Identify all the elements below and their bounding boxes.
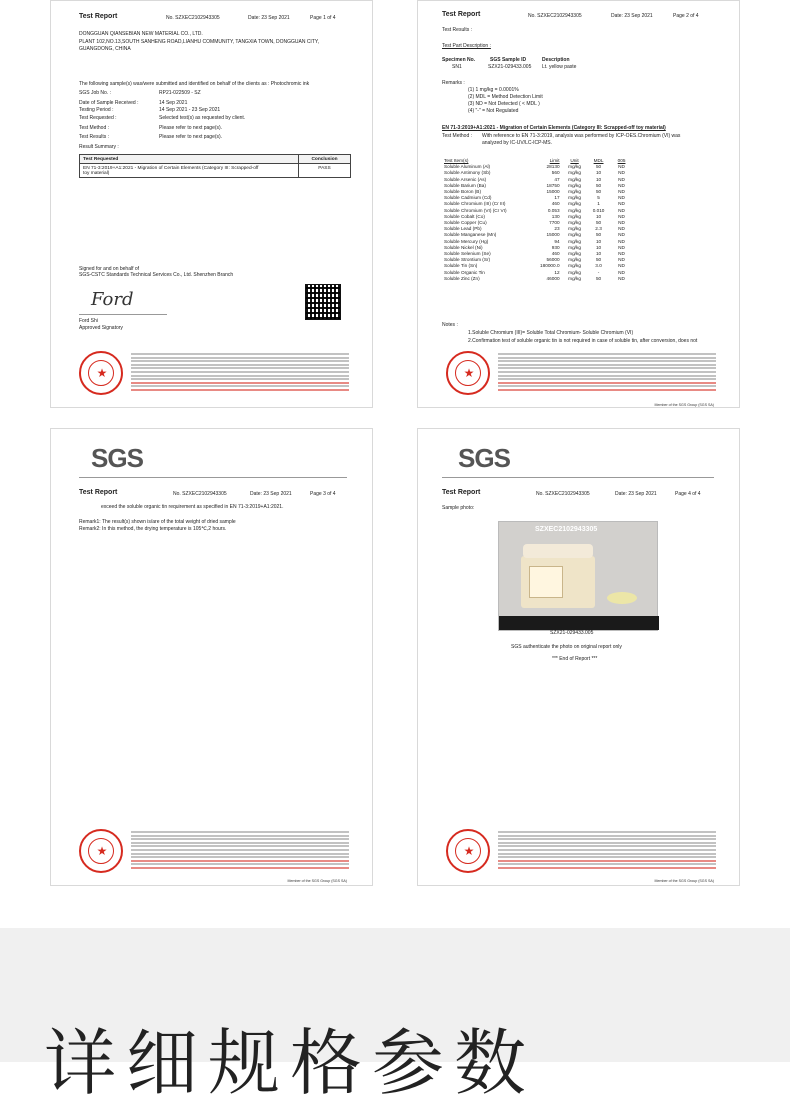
field-label: Test Method :: [79, 125, 110, 131]
method-line: With reference to EN 71-3:2019, analysis was performed by ICP-OES.Chromium (VI) was: [482, 133, 681, 139]
sgs-logo: SGS: [458, 443, 510, 473]
table-cell: Soluble Strontium (Sr): [444, 257, 491, 263]
red-seal-icon: ★: [79, 829, 123, 873]
report-number: No. SZXEC2102943305: [528, 13, 582, 19]
table-cell: 46000: [546, 275, 560, 281]
legal-footer: [442, 829, 718, 883]
method-line: analyzed by IC-UV/LC-ICP-MS.: [482, 140, 553, 146]
field-label: SGS Job No. :: [79, 90, 111, 96]
table-cell: mg/kg: [568, 164, 581, 170]
table-cell: Soluble Antimony (Sb): [444, 170, 491, 176]
field-value: 14 Sep 2021: [159, 100, 188, 106]
table-cell: mg/kg: [568, 207, 581, 213]
table-cell: Soluble Chromium (VI) (Cr VI): [444, 207, 507, 213]
field-label: Test Results :: [79, 134, 110, 140]
client-address-2: GUANGDONG, CHINA: [79, 46, 131, 52]
field-value: 14 Sep 2021 - 23 Sep 2021: [159, 107, 221, 113]
table-cell: 50: [595, 220, 602, 226]
report-date: Date: 23 Sep 2021: [248, 15, 290, 21]
table-cell: ND: [618, 189, 625, 195]
table-cell: 10: [595, 170, 602, 176]
jar-lid-image: [523, 544, 593, 558]
table-cell: 460: [551, 251, 560, 257]
table-cell: Soluble Mercury (Hg): [444, 238, 489, 244]
table-cell: 3.0: [595, 263, 602, 269]
table-cell: Soluble Lead (Pb): [444, 226, 482, 232]
method-title: EN 71-3:2019+A1:2021 - Migration of Certain Elements (Category III: Scrapped-off toy material): [442, 125, 666, 131]
field-label: Test Requested :: [79, 115, 117, 121]
remarks-label: Remarks :: [442, 80, 465, 86]
table-cell: 10: [595, 251, 602, 257]
table-cell: mg/kg: [568, 182, 581, 188]
table-cell: 10: [595, 238, 602, 244]
table-cell: 50: [595, 257, 602, 263]
table-cell: mg/kg: [568, 220, 581, 226]
table-head-test: Test Requested: [80, 155, 299, 164]
table-cell: ND: [618, 251, 625, 257]
table-cell: 94: [554, 238, 560, 244]
report-date: Date: 23 Sep 2021: [615, 491, 657, 497]
photo-overlay-text: SZXEC2102943305: [535, 526, 598, 533]
table-cell: Soluble Nickel (Ni): [444, 244, 483, 250]
table-cell-test: EN 71-3:2019+A1:2021 - Migration of Certain Elements (Category III: Scrapped-off toy material): [80, 164, 299, 178]
table-cell: Soluble Selenium (Se): [444, 251, 491, 257]
table-cell: ND: [618, 195, 625, 201]
page-number: Page 3 of 4: [310, 491, 336, 497]
table-cell: ND: [618, 164, 625, 170]
col-description: Description: [542, 57, 570, 63]
result-summary-table: [79, 154, 351, 178]
remark-1: Remark1: The result(s) shown is/are of the total weight of dried sample: [79, 519, 236, 525]
method-label: Test Method :: [442, 133, 473, 139]
table-header: 005: [617, 158, 626, 163]
field-value: Selected test(s) as requested by client.: [159, 115, 246, 121]
spec-title: 详细规格参数: [44, 1021, 537, 1105]
table-cell: mg/kg: [568, 263, 581, 269]
table-cell: mg/kg: [568, 176, 581, 182]
notes-label: Notes :: [442, 322, 458, 328]
signer-title: Approved Signatory: [79, 325, 123, 331]
red-seal-icon: ★: [79, 351, 123, 395]
table-cell: mg/kg: [568, 170, 581, 176]
sgs-logo: SGS: [91, 443, 143, 473]
report-page-4: [417, 428, 740, 886]
specimen-value: SN1: [452, 64, 462, 70]
legal-footer: [75, 829, 351, 883]
red-seal-icon: ★: [446, 829, 490, 873]
table-cell: Soluble Chromium (III) (Cr III): [444, 201, 506, 207]
ruler-image: [499, 616, 659, 630]
table-cell: 5: [597, 195, 600, 201]
field-value: Please refer to next page(s).: [159, 134, 223, 140]
table-header: MDL: [593, 158, 604, 163]
test-results-label: Test Results :: [442, 27, 473, 33]
description-value: Lt. yellow paste: [542, 64, 577, 70]
report-title: Test Report: [79, 13, 118, 20]
remark-line: (3) ND = Not Detected ( < MDL ): [468, 101, 540, 107]
note-line: 1.Soluble Chromium (III)= Soluble Total Chromium- Soluble Chromium (VI): [468, 330, 634, 336]
red-seal-icon: ★: [446, 351, 490, 395]
table-cell: 15000: [546, 232, 560, 238]
table-cell: 460: [551, 201, 560, 207]
note-line: 2.Confirmation test of soluble organic tin is not required in case of soluble tin, after conversion, does not: [468, 338, 698, 344]
table-cell: Soluble Aluminum (Al): [444, 164, 491, 170]
col-specimen: Specimen No.: [442, 57, 476, 63]
table-cell: 56000: [546, 257, 560, 263]
table-cell: 0.010: [592, 207, 605, 213]
member-line: Member of the SGS Group (SGS SA): [654, 403, 714, 407]
table-cell: ND: [618, 207, 625, 213]
client-address-1: PLANT 102,NO.13,SOUTH SANHENG ROAD,LIANHU COMMUNITY, TANGXIA TOWN, DONGGUAN CITY,: [79, 39, 319, 45]
table-cell: 12: [554, 269, 560, 275]
table-cell: 50: [595, 232, 602, 238]
table-cell: 1: [597, 201, 600, 207]
table-cell: mg/kg: [568, 213, 581, 219]
table-cell: 180000.0: [540, 263, 560, 269]
end-of-report: *** End of Report ***: [552, 656, 598, 662]
table-cell: -: [597, 269, 600, 275]
table-header: Unit: [570, 158, 579, 163]
remark-line: (2) MDL = Method Detection Limit: [468, 94, 543, 100]
table-cell: Soluble Arsenic (As): [444, 176, 487, 182]
signer-name: Ford Shi: [79, 318, 98, 324]
table-cell: ND: [618, 182, 625, 188]
table-cell: mg/kg: [568, 232, 581, 238]
table-cell: mg/kg: [568, 257, 581, 263]
table-cell: mg/kg: [568, 269, 581, 275]
table-cell: ND: [618, 238, 625, 244]
table-cell: ND: [618, 257, 625, 263]
field-label: Date of Sample Received :: [79, 100, 139, 106]
page-number: Page 2 of 4: [673, 13, 699, 19]
element-results-table: [442, 158, 634, 282]
table-cell: Soluble Barium (Ba): [444, 182, 486, 188]
table-cell: 18750: [546, 182, 560, 188]
table-cell: mg/kg: [568, 201, 581, 207]
table-cell: ND: [618, 269, 625, 275]
table-cell: ND: [618, 201, 625, 207]
table-cell: mg/kg: [568, 251, 581, 257]
table-cell: mg/kg: [568, 244, 581, 250]
result-summary-label: Result Summary :: [79, 144, 119, 150]
report-page-2: [417, 0, 740, 408]
table-cell: ND: [618, 244, 625, 250]
remark-2: Remark2: In this method, the drying temperature is 105℃,2 hours.: [79, 526, 227, 532]
report-title: Test Report: [79, 489, 118, 496]
field-value: Please refer to next page(s).: [159, 125, 223, 131]
report-title: Test Report: [442, 11, 481, 18]
legal-footer: [75, 351, 351, 401]
table-cell: 23: [554, 226, 560, 232]
table-cell: Soluble Copper (Cu): [444, 220, 487, 226]
table-cell: Soluble Organic Tin: [444, 269, 485, 275]
table-cell: ND: [618, 263, 625, 269]
signature: Ford: [91, 289, 134, 310]
table-cell: 17: [554, 195, 560, 201]
table-cell: ND: [618, 226, 625, 232]
authenticate-note: SGS authenticate the photo on original report only: [511, 644, 622, 650]
report-number: No. SZXEC2102943305: [536, 491, 590, 497]
remark-line: (1) 1 mg/kg = 0.0001%: [468, 87, 519, 93]
field-value: RP21-022509 - SZ: [159, 90, 201, 96]
jar-label-image: [529, 566, 563, 598]
member-line: Member of the SGS Group (SGS SA): [654, 879, 714, 883]
table-cell: ND: [618, 275, 625, 281]
client-name: DONGGUAN QIANSEBIAN NEW MATERIAL CO., LTD.: [79, 31, 203, 37]
page-number: Page 4 of 4: [675, 491, 701, 497]
report-page-1: [50, 0, 373, 408]
table-cell: 28130: [546, 164, 560, 170]
table-cell: mg/kg: [568, 226, 581, 232]
table-cell: 10: [595, 176, 602, 182]
photo-caption: SZX21-029433.005: [550, 630, 594, 636]
table-cell: 560: [551, 170, 560, 176]
table-cell-conclusion: PASS: [299, 164, 351, 178]
report-title: Test Report: [442, 489, 481, 496]
table-cell: Soluble Manganese (Mn): [444, 232, 497, 238]
table-cell: Soluble Cadmium (Cd): [444, 195, 492, 201]
table-cell: 2.3: [595, 226, 602, 232]
table-cell: Soluble Cobalt (Co): [444, 213, 485, 219]
table-cell: mg/kg: [568, 195, 581, 201]
member-line: Member of the SGS Group (SGS SA): [287, 879, 347, 883]
table-header: Test Item(s): [444, 158, 469, 163]
table-cell: ND: [618, 232, 625, 238]
table-cell: 7700: [549, 220, 560, 226]
legal-footer: [442, 351, 718, 407]
report-date: Date: 23 Sep 2021: [611, 13, 653, 19]
table-cell: 47: [554, 176, 560, 182]
table-cell: Soluble Tin (Sn): [444, 263, 478, 269]
table-cell: 130: [551, 213, 560, 219]
table-cell: mg/kg: [568, 189, 581, 195]
table-cell: Soluble Boron (B): [444, 189, 481, 195]
page-number: Page 1 of 4: [310, 15, 336, 21]
table-cell: mg/kg: [568, 275, 581, 281]
table-cell: ND: [618, 176, 625, 182]
table-cell: 50: [595, 275, 602, 281]
remark-line: (4) "-" = Not Regulated: [468, 108, 519, 114]
report-number: No. SZXEC2102943305: [173, 491, 227, 497]
table-cell: 10: [595, 244, 602, 250]
sample-intro: The following sample(s) was/were submitted and identified on behalf of the clients as : Photochromic ink: [79, 81, 310, 87]
table-cell: 15000: [546, 189, 560, 195]
table-cell: 10: [595, 213, 602, 219]
table-cell: 930: [551, 244, 560, 250]
table-cell: Soluble Zinc (Zn): [444, 275, 480, 281]
table-head-conclusion: Conclusion: [299, 155, 351, 164]
table-cell: 50: [595, 182, 602, 188]
sample-photo-label: Sample photo:: [442, 505, 475, 511]
report-date: Date: 23 Sep 2021: [250, 491, 292, 497]
table-cell: ND: [618, 170, 625, 176]
table-cell: ND: [618, 213, 625, 219]
table-cell: 50: [595, 164, 602, 170]
sample-id-value: SZX21-029433.005: [488, 64, 532, 70]
table-cell: ND: [618, 220, 625, 226]
test-part-description-label: Test Part Description :: [442, 43, 491, 49]
table-cell: mg/kg: [568, 238, 581, 244]
qr-code-icon: [305, 284, 341, 320]
sample-photo: [498, 521, 658, 631]
table-cell: 0.053: [547, 207, 560, 213]
signed-for: Signed for and on behalf of: [79, 266, 140, 272]
signed-company: SGS-CSTC Standards Technical Services Co., Ltd. Shenzhen Branch: [79, 272, 234, 278]
table-row: [442, 276, 634, 282]
field-label: Testing Period :: [79, 107, 114, 113]
table-header: Limit: [549, 158, 560, 163]
table-cell: 50: [595, 189, 602, 195]
col-sample-id: SGS Sample ID: [490, 57, 527, 63]
continuation-line: exceed the soluble organic tin requirement as specified in EN 71-3:2019+A1:2021.: [101, 504, 284, 510]
report-page-3: [50, 428, 373, 886]
paste-sample-image: [607, 592, 637, 604]
report-number: No. SZXEC2102943305: [166, 15, 220, 21]
